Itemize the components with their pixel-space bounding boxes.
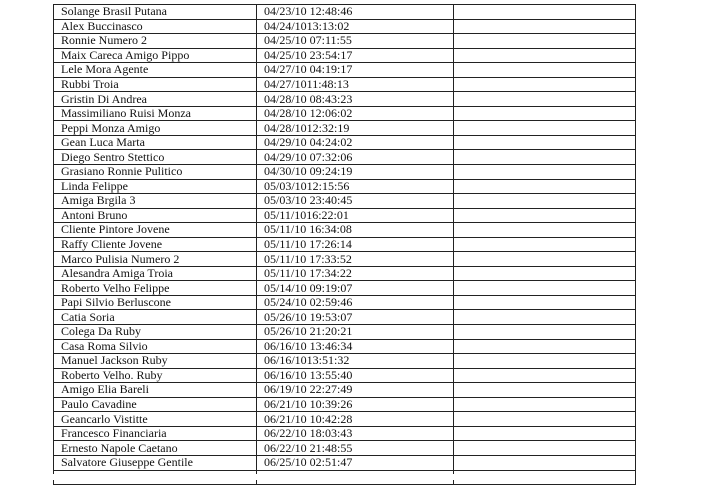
contact-name-cell: Raffy Cliente Jovene: [54, 237, 257, 252]
contact-name-cell: Grasiano Ronnie Pulitico: [54, 165, 257, 180]
contact-name-cell: Roberto Velho. Ruby: [54, 368, 257, 383]
contact-name-cell: Diego Sentro Stettico: [54, 150, 257, 165]
timestamp-cell: 06/22/10 18:03:43: [257, 426, 454, 441]
table-row: [54, 325, 636, 340]
empty-cell: [454, 77, 636, 92]
empty-cell: [454, 106, 636, 121]
timestamp-cell: 05/11/10 17:26:14: [257, 237, 454, 252]
contact-name-cell: Rubbi Troia: [54, 77, 257, 92]
empty-cell: [454, 165, 636, 180]
table-row: [54, 92, 636, 107]
empty-cell: [454, 223, 636, 238]
empty-cell: [454, 295, 636, 310]
table-row: [54, 339, 636, 354]
empty-cell: [454, 310, 636, 325]
timestamp-cell: 04/27/10 04:19:17: [257, 63, 454, 78]
contact-name-cell: Manuel Jackson Ruby: [54, 354, 257, 369]
empty-cell: [454, 339, 636, 354]
table-row: [54, 34, 636, 49]
table-row: [54, 63, 636, 78]
timestamp-cell: 06/16/10 13:55:40: [257, 368, 454, 383]
page-crop-edge: [53, 474, 635, 480]
empty-cell: [454, 281, 636, 296]
table-row: [54, 252, 636, 267]
contact-name-cell: Amiga Brgila 3: [54, 194, 257, 209]
empty-cell: [454, 441, 636, 456]
empty-cell: [454, 19, 636, 34]
table-row: [54, 266, 636, 281]
table-row: [54, 179, 636, 194]
table-row: [54, 237, 636, 252]
empty-cell: [454, 135, 636, 150]
contact-name-cell: Alex Buccinasco: [54, 19, 257, 34]
timestamp-cell: 04/28/10 08:43:23: [257, 92, 454, 107]
empty-cell: [454, 354, 636, 369]
contact-name-cell: Maix Careca Amigo Pippo: [54, 48, 257, 63]
table-row: [54, 165, 636, 180]
empty-cell: [454, 194, 636, 209]
timestamp-cell: 04/29/10 07:32:06: [257, 150, 454, 165]
empty-cell: [454, 426, 636, 441]
timestamp-cell: 05/03/1012:15:56: [257, 179, 454, 194]
timestamp-cell: 06/21/10 10:42:28: [257, 412, 454, 427]
contact-name-cell: Marco Pulisia Numero 2: [54, 252, 257, 267]
empty-cell: [454, 150, 636, 165]
contact-name-cell: Solange Brasil Putana: [54, 5, 257, 20]
table-row: [54, 77, 636, 92]
timestamp-cell: 05/03/10 23:40:45: [257, 194, 454, 209]
contact-name-cell: Casa Roma Silvio: [54, 339, 257, 354]
timestamp-cell: 06/16/1013:51:32: [257, 354, 454, 369]
timestamp-cell: 05/11/10 17:34:22: [257, 266, 454, 281]
contact-name-cell: Roberto Velho Felippe: [54, 281, 257, 296]
timestamp-cell: 04/25/10 23:54:17: [257, 48, 454, 63]
table-row: [54, 441, 636, 456]
table-row: [54, 455, 636, 470]
call-log-table: [53, 4, 636, 485]
empty-cell: [454, 368, 636, 383]
contact-name-cell: Alesandra Amiga Troia: [54, 266, 257, 281]
contact-name-cell: Ernesto Napole Caetano: [54, 441, 257, 456]
timestamp-cell: 04/27/1011:48:13: [257, 77, 454, 92]
contact-name-cell: Colega Da Ruby: [54, 325, 257, 340]
contact-name-cell: Paulo Cavadine: [54, 397, 257, 412]
contact-name-cell: Linda Felippe: [54, 179, 257, 194]
empty-cell: [454, 5, 636, 20]
contact-name-cell: Francesco Financiaria: [54, 426, 257, 441]
timestamp-cell: 05/11/1016:22:01: [257, 208, 454, 223]
timestamp-cell: 05/14/10 09:19:07: [257, 281, 454, 296]
table-row: [54, 354, 636, 369]
empty-cell: [454, 121, 636, 136]
table-row: [54, 397, 636, 412]
contact-name-cell: Ronnie Numero 2: [54, 34, 257, 49]
empty-cell: [454, 412, 636, 427]
contact-name-cell: Cliente Pintore Jovene: [54, 223, 257, 238]
timestamp-cell: 04/30/10 09:24:19: [257, 165, 454, 180]
empty-cell: [454, 397, 636, 412]
timestamp-cell: 05/26/10 21:20:21: [257, 325, 454, 340]
table-row: [54, 383, 636, 398]
table-row: [54, 281, 636, 296]
empty-cell: [454, 34, 636, 49]
table-row: [54, 121, 636, 136]
empty-cell: [454, 63, 636, 78]
timestamp-cell: 06/21/10 10:39:26: [257, 397, 454, 412]
timestamp-cell: 05/26/10 19:53:07: [257, 310, 454, 325]
timestamp-cell: 06/22/10 21:48:55: [257, 441, 454, 456]
empty-cell: [454, 48, 636, 63]
table-row: [54, 310, 636, 325]
empty-cell: [454, 325, 636, 340]
timestamp-cell: 04/24/1013:13:02: [257, 19, 454, 34]
empty-cell: [454, 92, 636, 107]
table-row: [54, 19, 636, 34]
table-row: [54, 412, 636, 427]
table-row: [54, 368, 636, 383]
table-row: [54, 106, 636, 121]
contact-name-cell: Massimiliano Ruisi Monza: [54, 106, 257, 121]
timestamp-cell: 05/11/10 16:34:08: [257, 223, 454, 238]
empty-cell: [454, 383, 636, 398]
empty-cell: [454, 179, 636, 194]
contact-name-cell: Catia Soria: [54, 310, 257, 325]
contact-name-cell: Lele Mora Agente: [54, 63, 257, 78]
empty-cell: [454, 237, 636, 252]
contact-name-cell: Geancarlo Vistitte: [54, 412, 257, 427]
contact-name-cell: Amigo Elia Bareli: [54, 383, 257, 398]
table-row: [54, 295, 636, 310]
timestamp-cell: 06/25/10 02:51:47: [257, 455, 454, 470]
timestamp-cell: 06/16/10 13:46:34: [257, 339, 454, 354]
table-row: [54, 208, 636, 223]
contact-name-cell: Antoni Bruno: [54, 208, 257, 223]
timestamp-cell: 04/28/1012:32:19: [257, 121, 454, 136]
timestamp-cell: 04/23/10 12:48:46: [257, 5, 454, 20]
call-log-body: [54, 5, 636, 485]
table-row: [54, 5, 636, 20]
contact-name-cell: Papi Silvio Berluscone: [54, 295, 257, 310]
empty-cell: [454, 252, 636, 267]
table-row: [54, 194, 636, 209]
empty-cell: [454, 455, 636, 470]
table-row: [54, 426, 636, 441]
timestamp-cell: 04/29/10 04:24:02: [257, 135, 454, 150]
empty-cell: [454, 208, 636, 223]
timestamp-cell: 05/11/10 17:33:52: [257, 252, 454, 267]
contact-name-cell: Peppi Monza Amigo: [54, 121, 257, 136]
empty-cell: [454, 266, 636, 281]
timestamp-cell: 05/24/10 02:59:46: [257, 295, 454, 310]
table-row: [54, 150, 636, 165]
contact-name-cell: Gean Luca Marta: [54, 135, 257, 150]
timestamp-cell: 06/19/10 22:27:49: [257, 383, 454, 398]
timestamp-cell: 04/28/10 12:06:02: [257, 106, 454, 121]
contact-name-cell: Salvatore Giuseppe Gentile: [54, 455, 257, 470]
timestamp-cell: 04/25/10 07:11:55: [257, 34, 454, 49]
table-row: [54, 48, 636, 63]
table-row: [54, 135, 636, 150]
table-row: [54, 223, 636, 238]
contact-name-cell: Gristin Di Andrea: [54, 92, 257, 107]
